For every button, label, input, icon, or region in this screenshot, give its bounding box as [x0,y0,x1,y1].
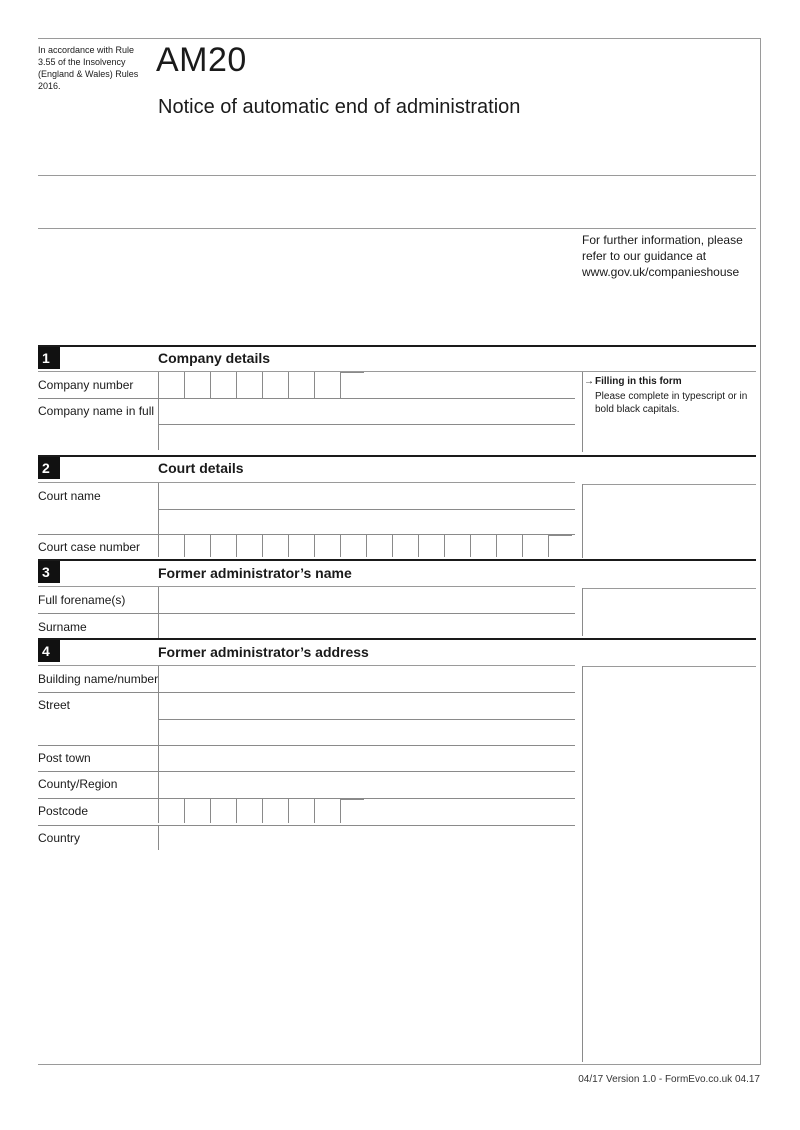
digit-divider [392,535,393,557]
field-label: Surname [38,620,87,634]
rule-note: In accordance with Rule 3.55 of the Insolvency (England & Wales) Rules 2016. [38,45,139,91]
arrow-right-icon: → [584,376,594,387]
char-divider [314,799,315,823]
street-field-line-2[interactable] [158,720,575,745]
section-divider [38,345,756,347]
section-number: 3 [38,561,60,583]
field-edge [158,720,159,745]
section-number: 2 [38,457,60,479]
section-title: Company details [158,350,271,366]
digit-divider [314,535,315,557]
company-name-field-line-2[interactable] [158,425,575,451]
field-label: Post town [38,751,91,765]
section-divider [38,455,756,457]
section-title: Former administrator’s address [158,644,369,660]
help-box-top [582,666,756,667]
field-label: Company name in full [38,404,155,418]
char-divider [262,799,263,823]
digit-divider [210,535,211,557]
forename-field[interactable] [158,587,575,613]
building-field[interactable] [158,666,575,692]
digit-divider [184,372,185,398]
street-field[interactable] [158,693,575,719]
digit-divider [210,372,211,398]
help-box-top [582,588,756,589]
char-divider [340,799,341,823]
form-title: Notice of automatic end of administration [158,96,521,118]
field-edge [158,425,159,450]
section-number: 1 [38,347,60,369]
field-label: Street [38,698,71,712]
field-label: County/Region [38,777,118,791]
digit-divider [340,372,341,398]
help-box-edge [582,372,583,452]
char-divider [210,799,211,823]
help-box-edge [582,666,583,1062]
field-line [340,799,364,800]
field-edge [158,614,159,638]
help-box-edge [582,484,583,558]
digit-divider [340,535,341,557]
field-edge [158,693,159,719]
section-divider [38,559,756,561]
section-number: 4 [38,640,60,662]
post-town-field[interactable] [158,746,575,772]
field-edge [158,772,159,798]
digit-divider [496,535,497,557]
postcode-field[interactable] [158,799,366,824]
header-divider [38,228,756,229]
court-name-field[interactable] [158,483,575,509]
company-name-field[interactable] [158,399,575,425]
company-number-field[interactable] [158,372,366,398]
page-frame-bottom [38,1064,761,1065]
digit-divider [184,535,185,557]
field-edge [158,746,159,772]
footer-version: 04/17 Version 1.0 - FormEvo.co.uk 04.17 [578,1074,760,1085]
field-edge [158,587,159,613]
field-edge [158,826,159,850]
field-edge [158,399,159,424]
field-line [548,535,572,536]
header-divider [38,175,756,176]
guidance-note: For further information, please refer to our guidance at www.gov.uk/companieshouse [582,233,743,279]
section-rule [38,371,756,372]
help-body: Please complete in typescript or in bold black capitals. [595,391,748,415]
digit-divider [288,535,289,557]
surname-field[interactable] [158,614,575,638]
section-title: Former administrator’s name [158,565,352,581]
char-divider [158,799,159,823]
digit-divider [262,372,263,398]
digit-divider [444,535,445,557]
char-divider [236,799,237,823]
field-edge [158,483,159,509]
digit-divider [158,372,159,398]
field-label: Company number [38,378,134,392]
section-title: Court details [158,460,244,476]
digit-divider [522,535,523,557]
section-divider [38,638,756,640]
digit-divider [236,535,237,557]
field-line [340,372,364,373]
page-frame-right [760,38,761,1065]
field-label: Building name/number [38,672,159,686]
field-label: Postcode [38,804,89,818]
char-divider [184,799,185,823]
digit-divider [236,372,237,398]
field-edge [158,510,159,534]
digit-divider [418,535,419,557]
digit-divider [262,535,263,557]
court-case-number-field[interactable] [158,535,575,559]
help-box-top [582,484,756,485]
country-field[interactable] [158,826,575,850]
field-label: Court case number [38,540,141,554]
court-name-field-line-2[interactable] [158,510,575,534]
digit-divider [158,535,159,557]
char-divider [288,799,289,823]
help-title: Filling in this form [595,376,682,387]
field-label: Full forename(s) [38,593,126,607]
form-code: AM20 [156,41,247,79]
digit-divider [366,535,367,557]
field-edge [158,666,159,692]
county-field[interactable] [158,772,575,798]
digit-divider [288,372,289,398]
page-frame-top [38,38,761,39]
help-box-edge [582,588,583,636]
digit-divider [314,372,315,398]
digit-divider [548,535,549,557]
field-label: Country [38,831,81,845]
digit-divider [470,535,471,557]
field-label: Court name [38,489,101,503]
